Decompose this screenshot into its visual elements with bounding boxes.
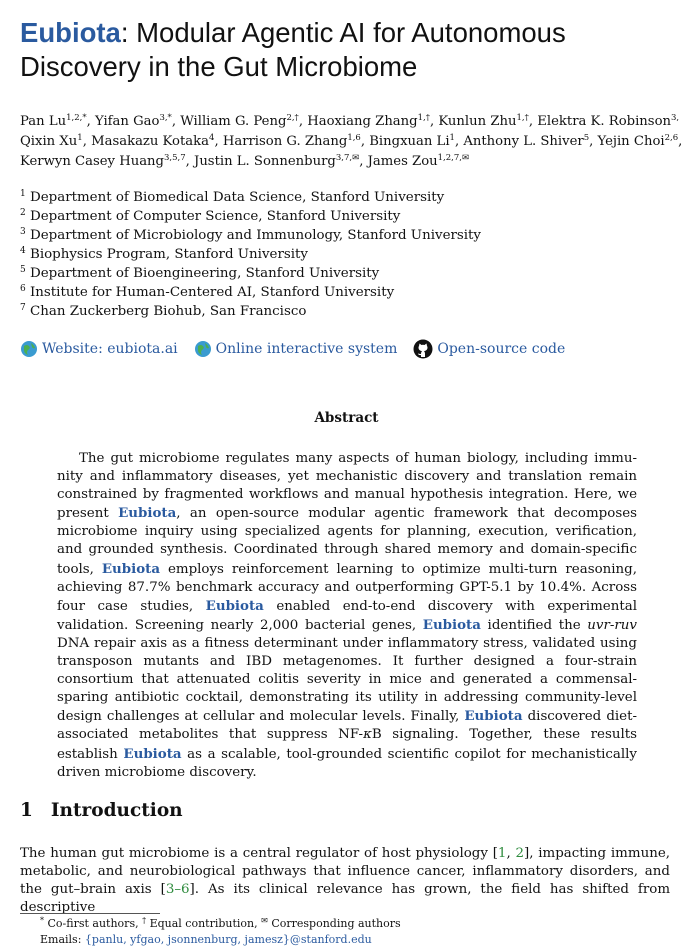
citation-link[interactable]: 2 — [515, 846, 524, 861]
footnotes — [40, 916, 401, 948]
email-addresses[interactable]: {panlu, yfgao, jsonnenburg, jamesz}@stanford.edu — [84, 933, 372, 946]
author-name: Masakazu Kotaka — [91, 134, 210, 149]
text-run: enabled end-to-end discovery with experimental validation. Screening nearly 2,000 bacterial genes, — [57, 598, 637, 633]
text-run: identified the — [480, 617, 588, 633]
author-affiliation-marker: 1,† — [417, 113, 430, 123]
footnote-text: Corresponding authors — [267, 917, 401, 930]
footnote-divider — [20, 913, 160, 914]
text-run: The human gut microbiome is a central regulator of host physiology [ — [20, 846, 498, 861]
text-run: DNA repair axis as a fitness determinant under inflammatory stress, validated using transposon mutants and IBD metagenomes. It further designed a four-strain consortium that attenuated colitis severity in mice and generated a commensal-sparing antibiotic cocktail, demonstrating its utility in addressing community-level design challenges at cellular and molecular levels. Finally, — [57, 635, 637, 725]
paper-title — [20, 16, 680, 84]
text-run: employs reinforcement learning to optimize multi-turn reasoning, achieving 87.7% benchmark accuracy and outperforming GPT-5.1 by 10.4%. Across four case studies, — [57, 561, 637, 614]
footnote-marker: * — [40, 916, 44, 925]
eubiota-mention: Eubiota — [123, 745, 182, 762]
affiliation-number: 3 — [20, 227, 26, 237]
author-name: Justin L. Sonnenburg — [194, 154, 336, 169]
author-name: Bingxuan Li — [369, 134, 450, 149]
author-name: Haoxiang Zhang — [307, 114, 418, 129]
author-affiliation-marker: 1,2,7,✉ — [437, 153, 470, 163]
author-name: William G. Peng — [180, 114, 287, 129]
website-link-text: Website: eubiota.ai — [42, 341, 178, 357]
abstract-heading: Abstract — [314, 410, 379, 426]
author-name: Yejin Choi — [597, 134, 665, 149]
author-list: Pan $Lu^{1,2,*}$, Yifan Gao$^{3,*}$, William G. Peng$^{2,\dagger}$, Haoxiang Zhang$^{1,\dagger}$, Kunlun Zhu$^{1,\dagger}$, Elektra K. Robinson$^{3,}$ Qixin Xu$^1$, Masakazu Kotaka$^4$, Harrison G. Zhang$^{1,6}$, Bingxuan Li$^1$, Anthony L. Shiver$^5$, Yejin Choi$^{2,6}$, Kerwyn Casey Huang$^{3,5,7}$, Justin L. Sonnenburg$^{3,7,✉}$, James Zou$^{1,2,7,✉}$ — [20, 113, 683, 169]
citation-link[interactable]: 1 — [497, 846, 507, 861]
italic-term: uvr-ruv — [587, 617, 637, 633]
author-name: Yifan Gao — [94, 114, 160, 129]
affiliation-text: Chan Zuckerberg Biohub, San Francisco — [25, 304, 307, 319]
italic-term: κ — [363, 727, 372, 743]
globe-icon — [20, 340, 38, 358]
affiliation-item — [20, 245, 680, 264]
source-code-link[interactable] — [413, 339, 565, 359]
affiliation-number: 6 — [20, 284, 26, 294]
text-run: , — [506, 846, 516, 861]
title-rest: : Modular Agentic AI for Autonomous — [120, 17, 566, 48]
text-run: as a scalable, tool-grounded scientific copilot for mechanistically driven microbiome discovery. — [57, 746, 637, 780]
author-affiliation-marker: 5 — [583, 133, 590, 143]
affiliation-item — [20, 264, 680, 283]
eubiota-mention: Eubiota — [464, 708, 523, 725]
text-run: B signaling. Together, these results establish — [57, 727, 637, 762]
author-name: Harrison G. Zhang — [222, 134, 348, 149]
affiliation-item — [20, 226, 680, 245]
online-system-link[interactable] — [194, 340, 398, 358]
footnote-marker: ✉ — [261, 916, 268, 925]
affiliation-text: Department of Bioengineering, Stanford University — [25, 266, 380, 281]
author-affiliation-marker: 4 — [209, 133, 215, 143]
affiliation-text: Biophysics Program, Stanford University — [25, 247, 308, 262]
eubiota-mention: Eubiota — [205, 597, 264, 614]
author-name: Qixin Xu — [20, 134, 78, 149]
author-affiliation-marker: 1,† — [516, 113, 529, 123]
affiliation-number: 5 — [20, 265, 26, 275]
affiliation-item — [20, 207, 680, 226]
author-name: Pan Lu — [20, 114, 67, 129]
affiliation-text: Department of Biomedical Data Science, Stanford University — [25, 190, 445, 205]
section-heading-introduction — [20, 800, 183, 821]
author-affiliation-marker: 2,6 — [664, 133, 679, 143]
author-name: Kerwyn Casey Huang — [20, 154, 164, 169]
author-affiliation-marker: 1,2,* — [66, 113, 87, 123]
affiliation-item — [20, 302, 680, 321]
source-code-link-text: Open-source code — [437, 341, 566, 357]
affiliation-list — [20, 188, 680, 321]
section-number: 1 — [20, 800, 33, 821]
author-affiliation-marker: 1 — [449, 133, 455, 143]
text-run: ], impacting immune, metabolic, and neurobiological pathways that influence cancer, inflammatory disorders, and the gut–brain axis [ — [20, 846, 670, 898]
author-affiliation-marker: 3, — [671, 113, 680, 123]
footnote-text: Equal contribution, — [146, 917, 262, 930]
text-run: , an open-source modular agentic framework that decomposes microbiome inquiry using specialized agents for planning, execution, verification, and grounded synthesis. Coordinated through shared memory and domain-specific tools, — [57, 506, 637, 577]
globe-icon — [194, 340, 212, 358]
title-brand: Eubiota — [20, 17, 121, 48]
text-run: The gut microbiome regulates many aspects of human biology, including immunity and inflammatory diseases, yet mechanistic discovery and translation remain constrained by fragmented workflows and manual hypothesis integration. Here, we present — [57, 451, 637, 522]
author-name: James Zou — [367, 154, 438, 169]
text-run: discovered diet-associated metabolites that suppress NF- — [57, 709, 637, 743]
author-name: Anthony L. Shiver — [463, 134, 584, 149]
eubiota-mention: Eubiota — [118, 505, 177, 522]
author-affiliation-marker: 3,* — [159, 113, 172, 123]
affiliation-text: Department of Computer Science, Stanford University — [25, 209, 401, 224]
affiliation-number: 4 — [20, 246, 26, 256]
email-label: Emails: — [40, 933, 85, 946]
website-link[interactable] — [20, 340, 178, 358]
citation-link[interactable]: 3–6 — [165, 882, 190, 898]
author-affiliation-marker: 2,† — [286, 113, 299, 123]
online-system-link-text: Online interactive system — [215, 341, 398, 357]
project-links — [20, 338, 581, 360]
footnote-text: Co-first authors, — [44, 917, 143, 930]
author-affiliation-marker: 3,7,✉ — [335, 153, 360, 163]
affiliation-item — [20, 283, 680, 302]
author-name: Elektra K. Robinson — [537, 114, 672, 129]
affiliation-number: 2 — [20, 208, 26, 218]
author-name: Kunlun Zhu — [438, 114, 517, 129]
author-affiliation-marker: 3,5,7 — [164, 153, 186, 163]
author-affiliation-marker: 1 — [77, 133, 83, 143]
footnote-line — [40, 916, 401, 932]
affiliation-item — [20, 188, 680, 207]
affiliation-number: 7 — [20, 303, 26, 313]
eubiota-mention: Eubiota — [101, 560, 161, 577]
introduction-paragraph — [20, 845, 670, 917]
title-line2: Discovery in the Gut Microbiome — [20, 51, 418, 82]
eubiota-mention: Eubiota — [422, 616, 481, 633]
affiliation-number: 1 — [20, 189, 26, 199]
text-run: ]. As its clinical relevance has grown, the field has shifted from descriptive — [20, 882, 671, 916]
footnote-marker: † — [142, 916, 147, 925]
author-affiliation-marker: 1,6 — [347, 133, 361, 143]
affiliation-text: Department of Microbiology and Immunology, Stanford University — [25, 228, 481, 243]
section-title: Introduction — [50, 800, 183, 821]
affiliation-text: Institute for Human-Centered AI, Stanford University — [25, 285, 395, 300]
email-footnote — [40, 932, 401, 948]
abstract-body — [57, 450, 637, 782]
github-icon — [413, 339, 433, 359]
